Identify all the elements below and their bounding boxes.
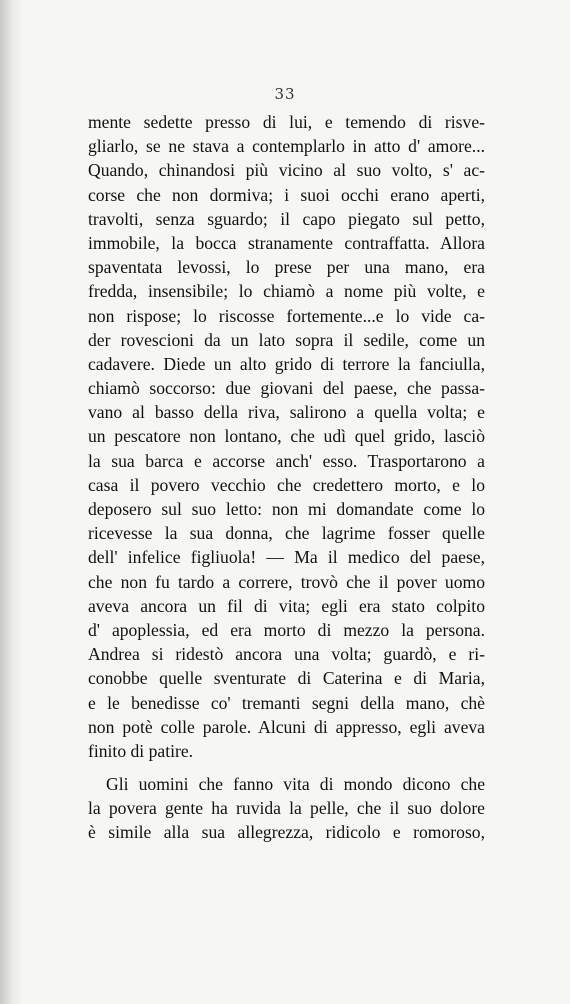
- text-line: d' apoplessia, ed era morto di mezzo la persona.: [88, 619, 485, 640]
- text-line: gliarlo, se ne stava a contemplarlo in atto d' amore...: [88, 136, 485, 157]
- text-line: ricevesse la sua donna, che lagrime fosser quelle: [88, 523, 485, 544]
- text-line: corse che non dormiva; i suoi occhi erano aperti,: [88, 184, 485, 205]
- text-line: non potè colle parole. Alcuni di appresso, egli aveva: [88, 716, 485, 737]
- text-line: der rovescioni da un lato sopra il sedile, come un: [88, 329, 485, 350]
- text-line: Gli uomini che fanno vita di mondo dicono che: [106, 774, 485, 795]
- text-line: un pescatore non lontano, che udì quel grido, lasciò: [88, 426, 485, 447]
- text-line: dell' infelice figliuola! — Ma il medico del paese,: [88, 547, 485, 568]
- text-line: e le benedisse co' tremanti segni della mano, chè: [88, 692, 485, 713]
- text-line: spaventata levossi, lo prese per una mano, era: [88, 257, 485, 278]
- text-line: che non fu tardo a correre, trovò che il pover uomo: [88, 571, 485, 592]
- text-line: la sua barca e accorse anch' esso. Trasportarono a: [88, 450, 485, 471]
- text-line: fredda, insensibile; lo chiamò a nome più volte, e: [88, 281, 485, 302]
- text-line: deposero sul suo letto: non mi domandate come lo: [88, 499, 485, 519]
- body-text: [88, 110, 485, 845]
- text-line: finito di patire.: [88, 740, 194, 761]
- paragraph: [88, 110, 485, 763]
- text-line: è simile alla sua allegrezza, ridicolo e romoroso,: [88, 822, 485, 843]
- page-number: 33: [274, 85, 296, 103]
- text-line: Andrea si ridestò ancora una volta; guardò, e ri-: [88, 644, 485, 665]
- text-line: cadavere. Diede un alto grido di terrore la fanciulla,: [88, 353, 485, 374]
- text-line: vano al basso della riva, salirono a quella volta; e: [88, 402, 485, 423]
- text-line: mente sedette presso di lui, e temendo di risve-: [88, 112, 485, 132]
- text-line: Quando, chinandosi più vicino al suo volto, s' ac-: [88, 160, 485, 181]
- text-line: immobile, la bocca stranamente contraffatta. Allora: [88, 232, 485, 253]
- text-line: aveva ancora un fil di vita; egli era stato colpito: [88, 595, 485, 616]
- page-gutter-shadow: [0, 0, 22, 1004]
- text-line: chiamò soccorso: due giovani del paese, che passa-: [88, 378, 485, 399]
- text-line: casa il povero vecchio che credettero morto, e lo: [88, 474, 485, 495]
- paragraph: [88, 772, 485, 845]
- paragraph-gap: [88, 763, 485, 772]
- text-line: conobbe quelle sventurate di Caterina e di Maria,: [88, 668, 485, 689]
- text-line: travolti, senza sguardo; il capo piegato sul petto,: [88, 208, 485, 229]
- text-line: la povera gente ha ruvida la pelle, che il suo dolore: [88, 798, 485, 819]
- text-line: non rispose; lo riscosse fortemente...e lo vide ca-: [88, 305, 485, 326]
